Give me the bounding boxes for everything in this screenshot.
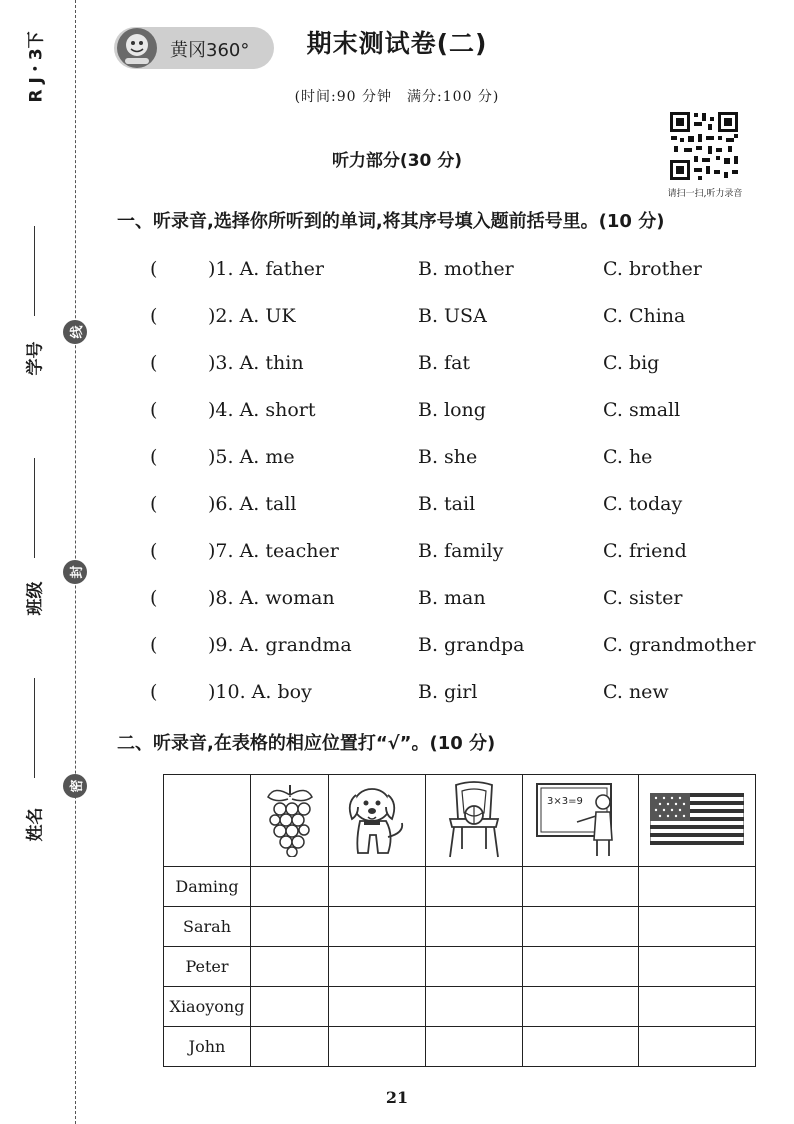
answer-cell[interactable] [329,947,426,987]
part1-heading: 一、听录音,选择你所听到的单词,将其序号填入题前括号里。(10 分) [117,211,665,232]
logo-text: 黄冈360° [170,40,250,61]
option-b: B. she [418,446,478,468]
answer-cell[interactable] [426,907,523,947]
answer-cell[interactable] [639,947,756,987]
grapes-icon [251,775,329,867]
answer-cell[interactable] [426,1027,523,1067]
option-b: B. long [418,399,486,421]
option-c: C. big [603,352,660,374]
page-title: 期末测试卷(二) [306,29,488,58]
series-code: R J・3下 [26,31,47,103]
question-row [0,681,794,711]
option-a: )5. A. me [208,446,295,468]
option-a: )2. A. UK [208,305,296,327]
answer-bracket[interactable]: ( [150,681,158,703]
board-text: 3×3=9 [546,795,583,807]
usa-flag-icon [639,775,756,867]
student-id-label: 学号 [25,341,46,376]
answer-cell[interactable] [639,907,756,947]
option-a: )3. A. thin [208,352,304,374]
answer-cell[interactable] [251,1027,329,1067]
answer-cell[interactable] [523,1027,639,1067]
page-number: 21 [385,1088,409,1107]
dog-icon [329,775,426,867]
answer-cell[interactable] [251,987,329,1027]
answer-cell[interactable] [251,867,329,907]
option-b: B. family [418,540,504,562]
answer-bracket[interactable]: ( [150,305,158,327]
option-b: B. mother [418,258,514,280]
answer-bracket[interactable]: ( [150,634,158,656]
option-c: C. small [603,399,681,421]
question-row [0,258,794,288]
seal-line-mark: 线 [63,320,87,344]
answer-bracket[interactable]: ( [150,587,158,609]
name-label: 姓名 [25,807,46,842]
answer-cell[interactable] [639,867,756,907]
option-a: )4. A. short [208,399,316,421]
teacher-at-board-icon [523,775,639,867]
option-c: C. brother [603,258,702,280]
question-row [0,634,794,664]
question-row [0,587,794,617]
option-b: B. fat [418,352,471,374]
option-c: C. grandmother [603,634,756,656]
answer-bracket[interactable]: ( [150,493,158,515]
answer-bracket[interactable]: ( [150,540,158,562]
question-row [0,399,794,429]
answer-bracket[interactable]: ( [150,258,158,280]
seal-mark: 封 [63,560,87,584]
answer-bracket[interactable]: ( [150,446,158,468]
row-name: Xiaoyong [164,987,251,1027]
question-row [0,493,794,523]
option-b: B. USA [418,305,487,327]
answer-cell[interactable] [523,947,639,987]
option-a: )7. A. teacher [208,540,339,562]
class-label: 班级 [25,581,46,616]
option-c: C. he [603,446,653,468]
question-row [0,446,794,476]
option-a: )8. A. woman [208,587,335,609]
option-b: B. tail [418,493,476,515]
answer-cell[interactable] [251,947,329,987]
answer-cell[interactable] [251,907,329,947]
answer-cell[interactable] [426,867,523,907]
option-a: )9. A. grandma [208,634,352,656]
option-a: )10. A. boy [208,681,312,703]
qr-code-icon[interactable] [668,110,740,182]
option-c: C. friend [603,540,687,562]
option-c: C. China [603,305,686,327]
secret-mark: 密 [63,774,87,798]
option-c: C. sister [603,587,683,609]
question-row [0,305,794,335]
answer-cell[interactable] [523,867,639,907]
option-b: B. man [418,587,486,609]
question-row [0,352,794,382]
answer-cell[interactable] [329,1027,426,1067]
option-c: C. new [603,681,669,703]
answer-cell[interactable] [329,867,426,907]
corner-cell [164,775,251,867]
checkmark-table [163,774,756,1067]
row-name: Daming [164,867,251,907]
qr-caption: 请扫一扫,听力录音 [667,189,743,199]
answer-cell[interactable] [523,987,639,1027]
answer-bracket[interactable]: ( [150,352,158,374]
option-b: B. grandpa [418,634,525,656]
answer-cell[interactable] [426,947,523,987]
answer-bracket[interactable]: ( [150,399,158,421]
answer-cell[interactable] [639,987,756,1027]
option-a: )6. A. tall [208,493,297,515]
answer-cell[interactable] [639,1027,756,1067]
option-c: C. today [603,493,683,515]
part2-heading: 二、听录音,在表格的相应位置打“√”。(10 分) [117,733,496,754]
time-score-info: (时间:90 分钟 满分:100 分) [294,89,500,105]
row-name: Sarah [164,907,251,947]
option-a: )1. A. father [208,258,324,280]
row-name: Peter [164,947,251,987]
answer-cell[interactable] [329,907,426,947]
answer-cell[interactable] [426,987,523,1027]
option-b: B. girl [418,681,478,703]
chair-and-ball-icon [426,775,523,867]
row-name: John [164,1027,251,1067]
section-title: 听力部分(30 分) [331,151,463,171]
answer-cell[interactable] [329,987,426,1027]
answer-cell[interactable] [523,907,639,947]
question-row [0,540,794,570]
